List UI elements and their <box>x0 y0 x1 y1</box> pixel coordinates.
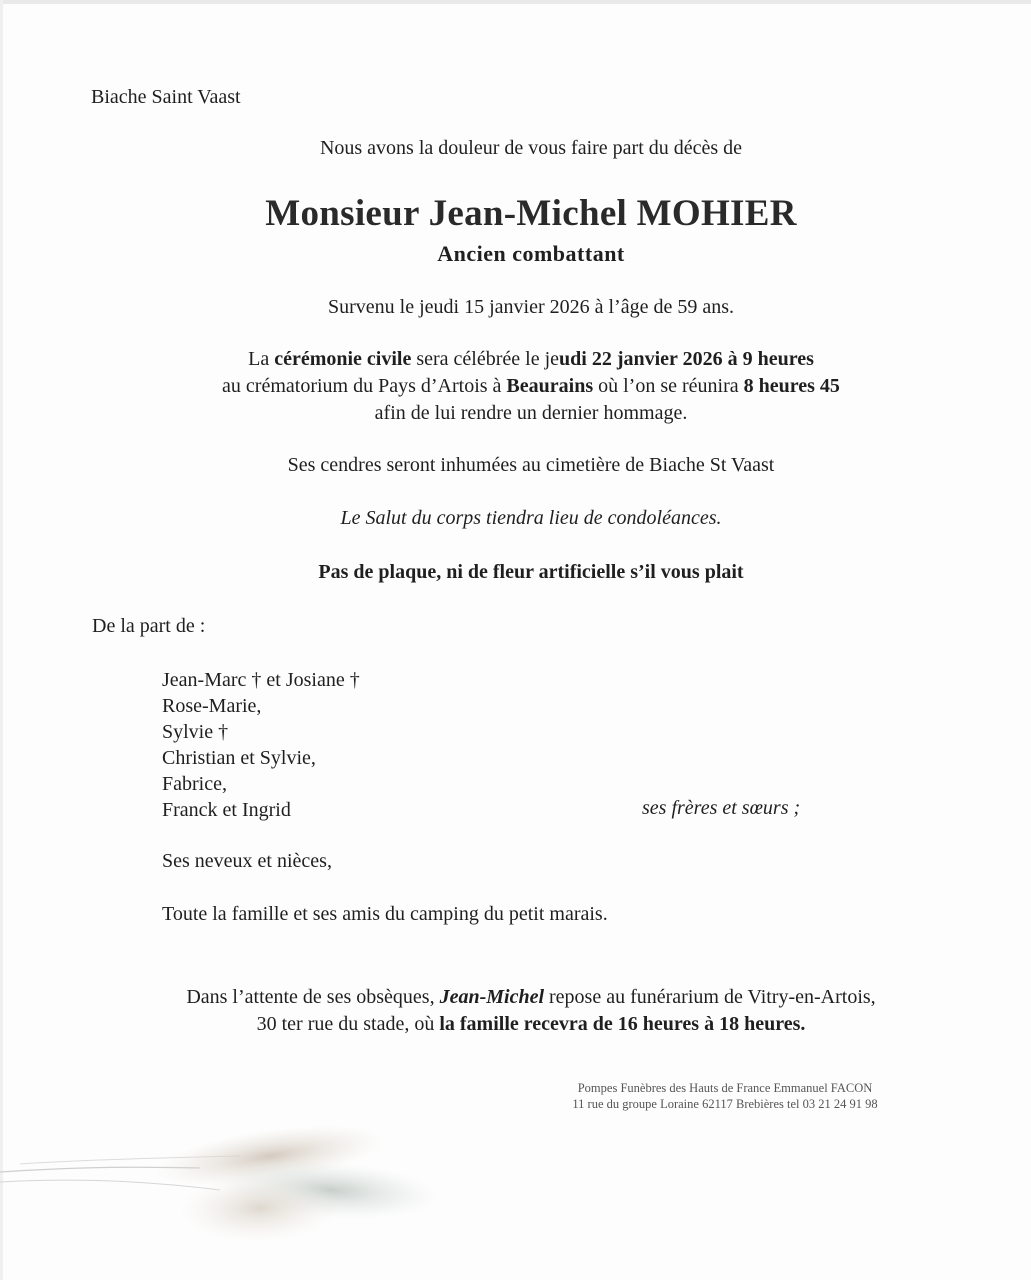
visiting-hours: la famille recevra de 16 heures à 18 heures. <box>439 1013 806 1035</box>
nephews-line: Ses neveux et nièces, <box>162 850 332 872</box>
funeral-home-info <box>540 1080 910 1112</box>
list-item: Franck et Ingrid <box>162 799 291 821</box>
list-item: Sylvie † <box>162 721 229 743</box>
funerarium-text: 30 ter rue du stade, où <box>256 1013 440 1035</box>
grass-decoration-image <box>0 1120 460 1270</box>
ashes-burial-text: Ses cendres seront inhumées au cimetière de Biache St Vaast <box>287 454 775 476</box>
first-name: Jean-Michel <box>439 986 545 1008</box>
from-label: De la part de : <box>92 615 206 637</box>
funerarium-text: repose au funérarium de Vitry-en-Artois, <box>544 986 876 1008</box>
ceremony-type: cérémonie civile <box>274 348 412 370</box>
list-item: Rose-Marie, <box>162 695 262 717</box>
deceased-title: Ancien combattant <box>437 241 625 266</box>
no-plaque-note: Pas de plaque, ni de fleur artificielle s’il vous plait <box>318 561 744 583</box>
ceremony-details <box>0 346 1031 427</box>
funeral-home-address: 11 rue du groupe Loraine 62117 Brebières tel 03 21 24 91 98 <box>572 1097 878 1111</box>
funerarium-text: Dans l’attente de ses obsèques, <box>186 986 440 1008</box>
funerarium-line-2 <box>0 1011 1031 1038</box>
list-item: Christian et Sylvie, <box>162 747 316 769</box>
ceremony-date-time: udi 22 janvier 2026 à 9 heures <box>559 348 814 370</box>
ceremony-line-1 <box>0 346 1031 373</box>
family-friends-line: Toute la famille et ses amis du camping du petit marais. <box>162 903 608 925</box>
ceremony-line-2 <box>0 373 1031 400</box>
ceremony-line-3: afin de lui rendre un dernier hommage. <box>374 402 688 424</box>
siblings-role: ses frères et sœurs ; <box>642 797 801 819</box>
death-date-text: Survenu le jeudi 15 janvier 2026 à l’âge de 59 ans. <box>328 296 734 318</box>
deceased-name: Monsieur Jean-Michel MOHIER <box>265 193 797 234</box>
condolences-note: Le Salut du corps tiendra lieu de condoléances. <box>340 507 722 529</box>
ceremony-text: où l’on se réunira <box>593 375 744 397</box>
list-item: Fabrice, <box>162 773 227 795</box>
gathering-time: 8 heures 45 <box>743 375 840 397</box>
funerarium-line-1 <box>0 984 1031 1011</box>
siblings-list <box>162 667 360 823</box>
ceremony-text: sera célébrée le je <box>411 348 560 370</box>
ceremony-text: La <box>248 348 275 370</box>
list-item: Jean-Marc † et Josiane † <box>162 669 360 691</box>
place-name: Biache Saint Vaast <box>91 86 241 108</box>
scan-edge-top <box>0 0 1031 4</box>
funeral-home-name: Pompes Funèbres des Hauts de France Emmanuel FACON <box>577 1081 873 1095</box>
ceremony-text: au crématorium du Pays d’Artois à <box>222 375 507 397</box>
ceremony-location: Beaurains <box>506 375 594 397</box>
announcement-intro: Nous avons la douleur de vous faire part du décès de <box>319 137 743 159</box>
funerarium-details <box>0 984 1031 1038</box>
